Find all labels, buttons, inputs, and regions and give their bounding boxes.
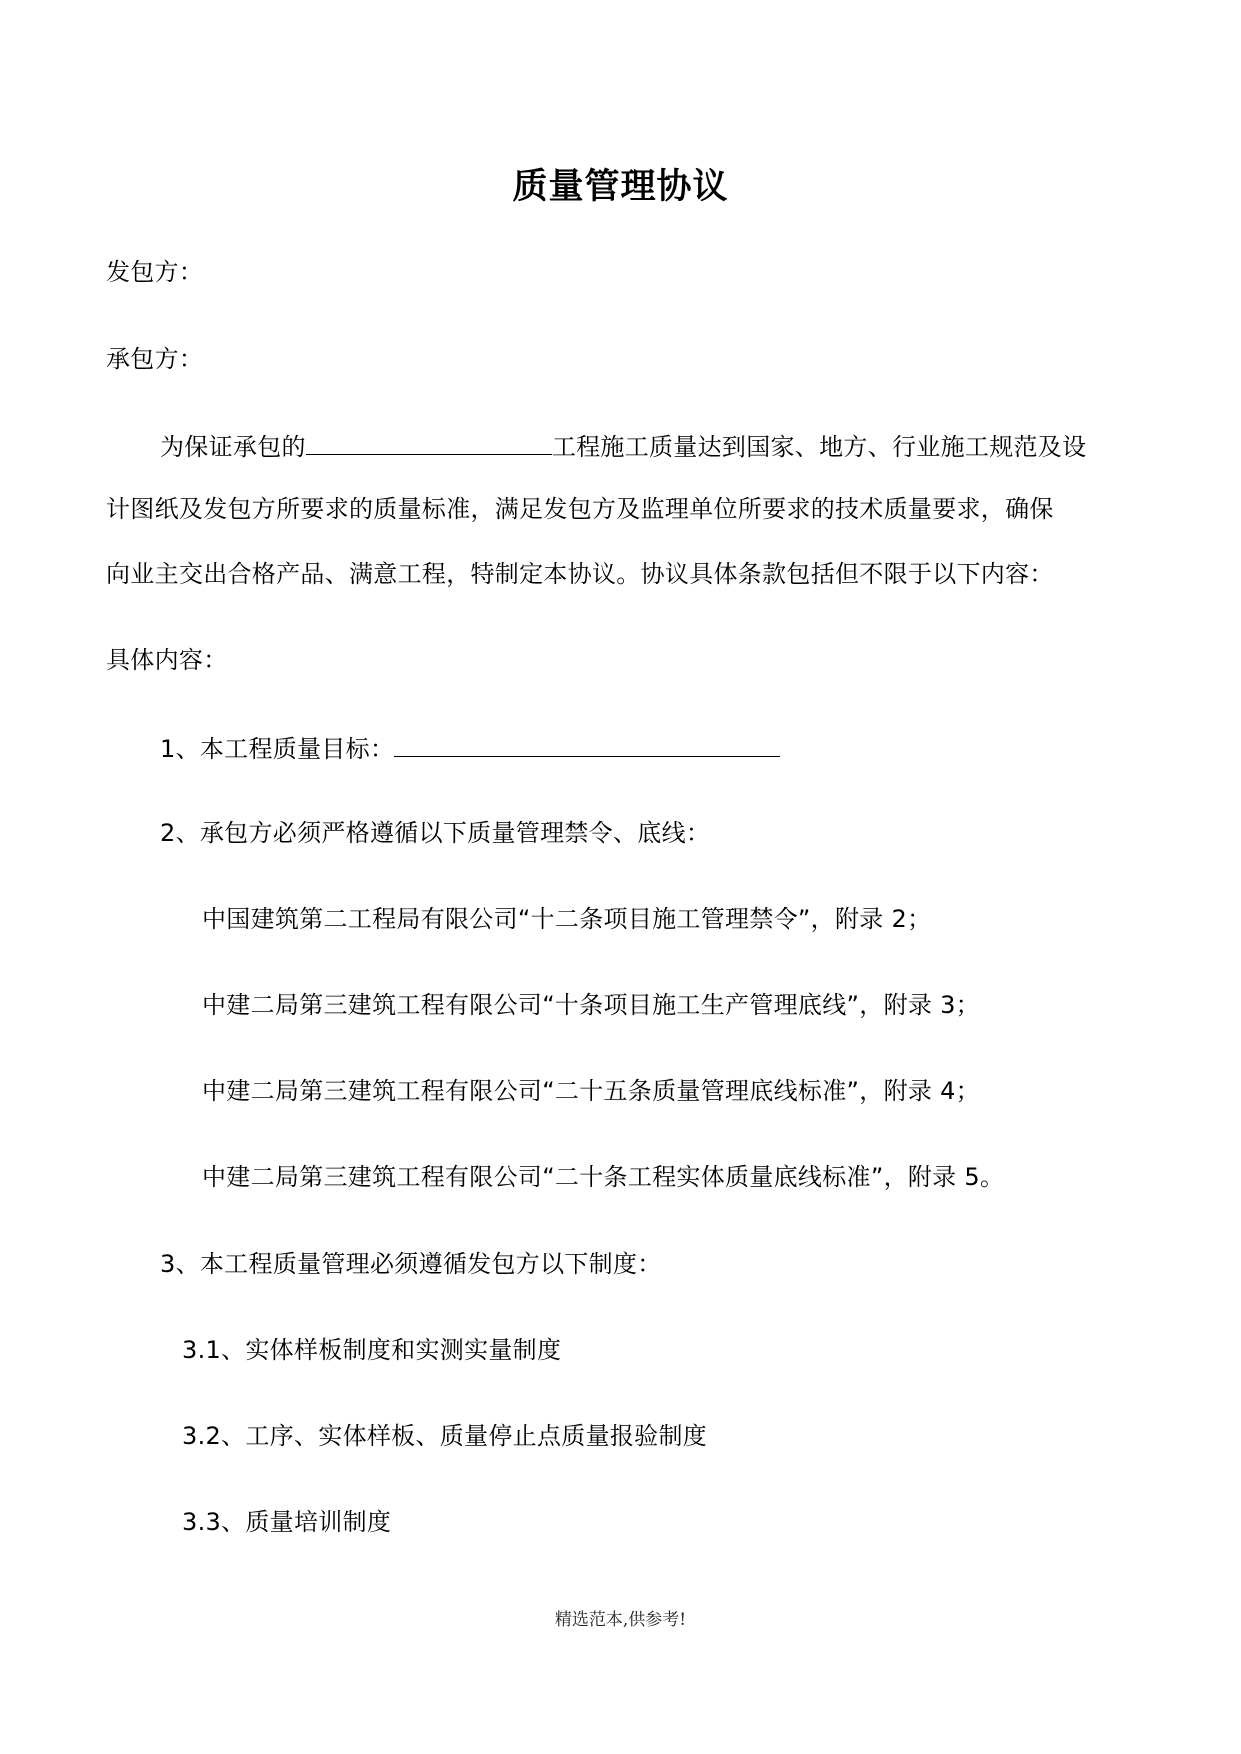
- item-2-ref: 中建二局第三建筑工程有限公司“二十条工程实体质量底线标准”，附录 5。: [202, 1163, 1005, 1191]
- content-label: 具体内容：: [106, 646, 228, 674]
- item-2-ref: 中建二局第三建筑工程有限公司“十条项目施工生产管理底线”，附录 3；: [202, 991, 980, 1019]
- item-3: 3、本工程质量管理必须遵循发包方以下制度：: [160, 1250, 662, 1278]
- item-1: [160, 730, 780, 766]
- item-3-sub: 3.2、工序、实体样板、质量停止点质量报验制度: [182, 1422, 708, 1450]
- intro-prefix: 为保证承包的: [160, 433, 306, 461]
- quality-target-blank: [394, 730, 780, 757]
- item-3-sub: 3.1、实体样板制度和实测实量制度: [182, 1336, 562, 1364]
- page-footer: 精选范本,供参考!: [554, 1610, 687, 1630]
- intro-line-3: 向业主交出合格产品、满意工程，特制定本协议。协议具体条款包括但不限于以下内容：: [106, 560, 1054, 588]
- document-title: 质量管理协议: [512, 167, 729, 207]
- item-2-ref: 中建二局第三建筑工程有限公司“二十五条质量管理底线标准”，附录 4；: [202, 1077, 980, 1105]
- item-1-text: 1、本工程质量目标：: [160, 735, 395, 763]
- intro-suffix: 工程施工质量达到国家、地方、行业施工规范及设: [551, 433, 1087, 461]
- party-a-label: 发包方：: [106, 258, 204, 286]
- party-b-label: 承包方：: [106, 345, 204, 373]
- item-3-sub: 3.3、质量培训制度: [182, 1508, 392, 1536]
- project-name-blank: [306, 428, 552, 455]
- intro-line-2: 计图纸及发包方所要求的质量标准，满足发包方及监理单位所要求的技术质量要求，确保: [106, 495, 1054, 523]
- intro-line-1: [160, 428, 1086, 464]
- item-2: 2、承包方必须严格遵循以下质量管理禁令、底线：: [160, 819, 711, 847]
- item-2-ref: 中国建筑第二工程局有限公司“十二条项目施工管理禁令”，附录 2；: [202, 905, 932, 933]
